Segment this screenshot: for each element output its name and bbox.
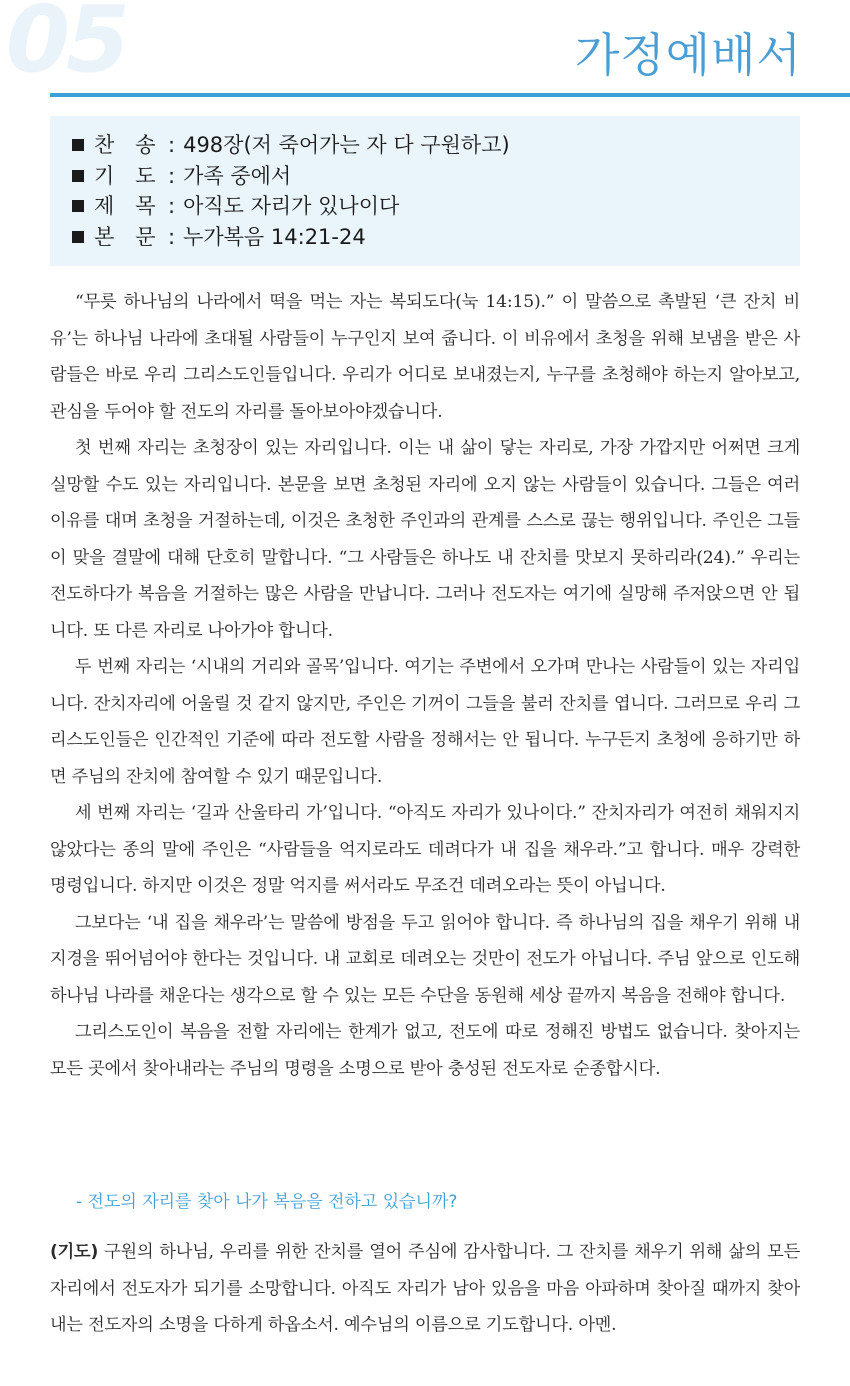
info-colon: : (168, 163, 176, 188)
paragraph: 그리스도인이 복음을 전할 자리에는 한계가 없고, 전도에 따로 정해진 방법도 없습니다. 찾아지는 모든 곳에서 찾아내라는 주님의 명령을 소명으로 받아 충성된 전도자로 순종합시다. (50, 1022, 800, 1079)
paragraph: 세 번째 자리는 ‘길과 산울타리 가’입니다. “아직도 자리가 있나이다.” 잔치자리가 여전히 채워지지 않았다는 종의 말에 주인은 “사람들을 억지로라도 데려다가 내 집을 채우라.”고 합니다. 매우 강력한 명령입니다. 하지만 이것은 정말 억지를 써서라도 무조건 데려오라는 뜻이 아닙니다. (50, 803, 800, 896)
prayer-tag: (기도) (50, 1242, 99, 1262)
bullet-square-icon (72, 200, 84, 212)
info-colon: : (168, 194, 176, 218)
info-value: 가족 중에서 (183, 163, 292, 188)
info-label: 제 목 (94, 194, 156, 218)
page-number: 05 (6, 0, 127, 93)
bullet-square-icon (72, 139, 84, 151)
info-colon: : (168, 224, 176, 249)
paragraph: “무릇 하나님의 나라에서 떡을 먹는 자는 복되도다(눅 14:15).” 이 말씀으로 촉발된 ‘큰 잔치 비유’는 하나님 나라에 초대될 사람들이 누구인지 보여 줍니다. 이 비유에서 초청을 위해 보냄을 받은 사람들은 바로 우리 그리스도인들입니다. 우리가 어디로 보내졌는지, 누구를 초청해야 하는지 알아보고, 관심을 두어야 할 전도의 자리를 돌아보아야겠습니다. (50, 292, 800, 422)
info-row-hymn (72, 130, 800, 161)
closing-prayer (50, 1234, 800, 1344)
prayer-text: 구원의 하나님, 우리를 위한 잔치를 열어 주심에 감사합니다. 그 잔치를 채우기 위해 삶의 모든 자리에서 전도자가 되기를 소망합니다. 아직도 자리가 남아 있음을 마음 아파하며 찾아질 때까지 찾아내는 전도자의 소명을 다하게 하옵소서. 예수님의 이름으로 기도합니다. 아멘. (50, 1242, 800, 1335)
paragraph: 첫 번째 자리는 초청장이 있는 자리입니다. 이는 내 삶이 닿는 자리로, 가장 가깝지만 어쩌면 크게 실망할 수도 있는 자리입니다. 본문을 보면 초청된 자리에 오지 않는 사람들이 있습니다. 그들은 여러 이유를 대며 초청을 거절하는데, 이것은 초청한 주인과의 관계를 스스로 끊는 행위입니다. 주인은 그들이 맞을 결말에 대해 단호히 말합니다. “그 사람들은 하나도 내 잔치를 맛보지 못하리라(24).” 우리는 전도하다가 복음을 거절하는 많은 사람을 만납니다. 그러나 전도자는 여기에 실망해 주저앉으면 안 됩니다. 또 다른 자리로 나아가야 합니다. (50, 438, 800, 641)
info-value: 누가복음 14:21-24 (183, 224, 366, 249)
paragraph: 그보다는 ‘내 집을 채우라’는 말씀에 방점을 두고 읽어야 합니다. 즉 하나님의 집을 채우기 위해 내 지경을 뛰어넘어야 한다는 것입니다. 내 교회로 데려오는 것만이 전도가 아닙니다. 주님 앞으로 인도해 하나님 나라를 채운다는 생각으로 할 수 있는 모든 수단을 동원해 세상 끝까지 복음을 전해야 합니다. (50, 912, 800, 1006)
info-value: 아직도 자리가 있나이다 (183, 194, 400, 218)
info-value: 498장(저 죽어가는 자 다 구원하고) (183, 133, 510, 157)
header-rule (50, 93, 850, 97)
paragraph: 두 번째 자리는 ‘시내의 거리와 골목’입니다. 여기는 주변에서 오가며 만나는 사람들이 있는 자리입니다. 잔치자리에 어울릴 것 같지 않지만, 주인은 기꺼이 그들을 불러 잔치를 엽니다. 그러므로 우리 그리스도인들은 인간적인 기준에 따라 전도할 사람을 정해서는 안 됩니다. 누구든지 초청에 응하기만 하면 주님의 잔치에 참여할 수 있기 때문입니다. (50, 657, 800, 787)
info-label: 기 도 (94, 163, 156, 188)
reflection-question: - 전도의 자리를 찾아 나가 복음을 전하고 있습니까? (76, 1192, 458, 1212)
info-row-prayer (72, 161, 800, 192)
section-title: 가정예배서 (574, 28, 802, 82)
info-label: 본 문 (94, 224, 156, 249)
info-row-scripture (72, 222, 800, 253)
info-row-title (72, 191, 800, 222)
bullet-square-icon (72, 231, 84, 243)
sermon-body (50, 284, 800, 1087)
bullet-square-icon (72, 170, 84, 182)
info-colon: : (168, 133, 176, 157)
worship-info-box (50, 116, 800, 266)
info-label: 찬 송 (94, 133, 156, 157)
